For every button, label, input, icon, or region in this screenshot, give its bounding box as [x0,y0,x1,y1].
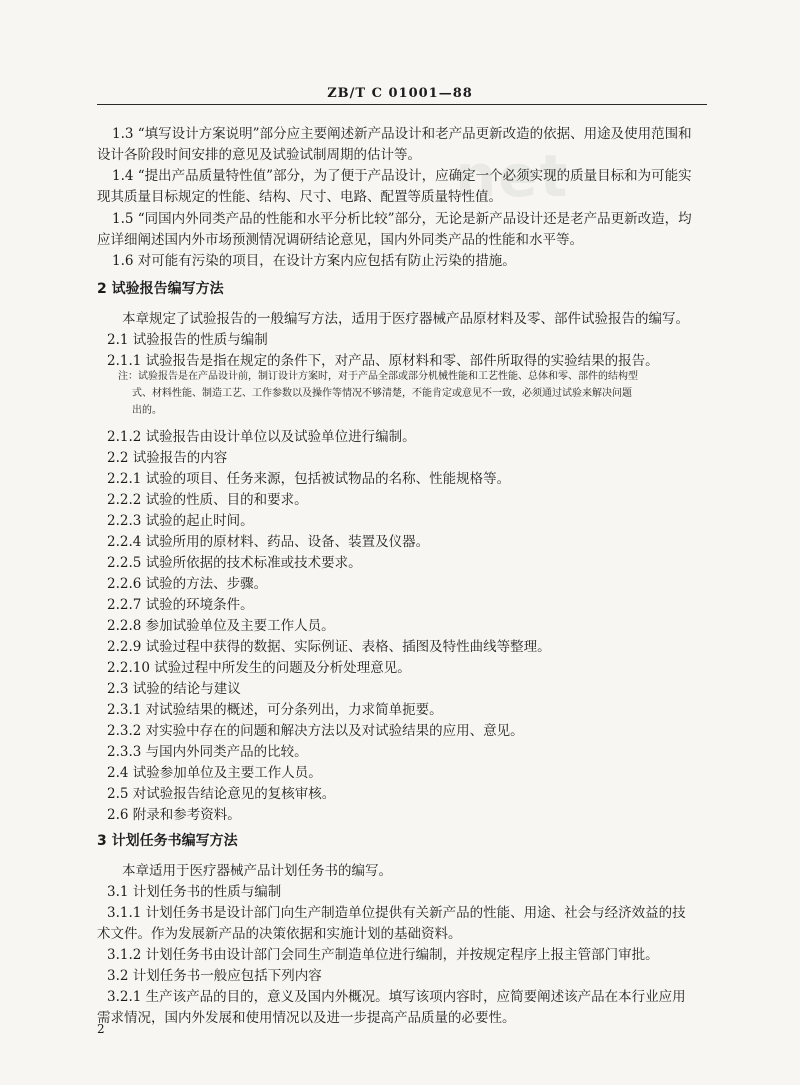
paragraph-line: 1.6 对可能有污染的项目，在设计方案内应包括有防止污染的措施。 [112,253,516,269]
clause-line: 2.2.8 参加试验单位及主要工作人员。 [107,618,335,634]
clause-line: 2.2 试验报告的内容 [107,450,228,466]
note-line: 出的。 [132,405,162,416]
note-line: 注：试验报告是在产品设计前，制订设计方案时，对于产品全部或部分机械性能和工艺性能、总体和零、部件的结构型 [118,371,638,382]
paragraph-line: 需求情况，国内外发展和使用情况以及进一步提高产品质量的必要性。 [97,1010,516,1026]
document-code-header: ZB/T C 01001—88 [327,86,473,101]
clause-line: 2.2.4 试验所用的原材料、药品、设备、装置及仪器。 [107,534,430,550]
paragraph-line: 本章规定了试验报告的一般编写方法，适用于医疗器械产品原材料及零、部件试验报告的编写。 [122,311,689,327]
section-3-heading: 3 计划任务书编写方法 [97,833,238,849]
clause-line: 2.2.2 试验的性质、目的和要求。 [107,492,308,508]
section-2-heading: 2 试验报告编写方法 [97,281,224,297]
header-rule [97,104,707,105]
paragraph-line: 2.1.1 试验报告是指在规定的条件下，对产品、原材料和零、部件所取得的实验结果的报告。 [107,353,659,369]
note-line: 式、材料性能、制造工艺、工作参数以及操作等情况不够清楚，不能肯定或意见不一致，必须通过试验来解决问题 [132,388,632,399]
clause-line: 2.2.7 试验的环境条件。 [107,597,254,613]
paragraph-line: 现其质量目标规定的性能、结构、尺寸、电路、配置等质量特性值。 [97,189,502,205]
clause-line: 2.2.9 试验过程中获得的数据、实际例证、表格、插图及特性曲线等整理。 [107,639,551,655]
clause-line: 2.2.10 试验过程中所发生的问题及分析处理意见。 [107,660,411,676]
paragraph-line: 2.1 试验报告的性质与编制 [107,332,268,348]
page-number: 2 [97,1022,105,1036]
paragraph-line: 1.4 “提出产品质量特性值”部分，为了便于产品设计，应确定一个必须实现的质量目标和为可能实 [112,168,692,184]
clause-line: 2.2.1 试验的项目、任务来源，包括被试物品的名称、性能规格等。 [107,471,511,487]
clause-line: 2.3.3 与国内外同类产品的比较。 [107,744,308,760]
paragraph-line: 1.5 “同国内外同类产品的性能和水平分析比较”部分，无论是新产品设计还是老产品更新改造，均 [112,211,692,227]
watermark: net [455,142,570,210]
clause-line: 2.5 对试验报告结论意见的复核审核。 [107,786,336,802]
clause-line: 2.1.2 试验报告由设计单位以及试验单位进行编制。 [107,429,416,445]
clause-line: 2.3.2 对实验中存在的问题和解决方法以及对试验结果的应用、意见。 [107,723,524,739]
clause-line: 2.2.3 试验的起止时间。 [107,513,254,529]
paragraph-line: 3.2.1 生产该产品的目的，意义及国内外概况。填写该项内容时，应简要阐述该产品在本行业应用 [107,989,686,1005]
paragraph-line: 3.1.1 计划任务书是设计部门向生产制造单位提供有关新产品的性能、用途、社会与经济效益的技 [107,905,686,921]
clause-line: 2.2.5 试验所依据的技术标准或技术要求。 [107,555,362,571]
clause-line: 2.2.6 试验的方法、步骤。 [107,576,268,592]
clause-line: 2.3 试验的结论与建议 [107,681,241,697]
clause-line: 2.4 试验参加单位及主要工作人员。 [107,765,322,781]
paragraph-line: 1.3 “填写设计方案说明”部分应主要阐述新产品设计和老产品更新改造的依据、用途及使用范围和 [112,126,692,142]
paragraph-line: 3.1.2 计划任务书由设计部门会同生产制造单位进行编制，并按规定程序上报主管部门审批。 [107,947,659,963]
paragraph-line: 设计各阶段时间安排的意见及试验试制周期的估计等。 [97,147,421,163]
paragraph-line: 3.1 计划任务书的性质与编制 [107,884,282,900]
paragraph-line: 3.2 计划任务书一般应包括下列内容 [107,968,322,984]
clause-line: 2.3.1 对试验结果的概述，可分条列出，力求简单扼要。 [107,702,443,718]
paragraph-line: 本章适用于医疗器械产品计划任务书的编写。 [122,863,392,879]
paragraph-line: 术文件。作为发展新产品的决策依据和实施计划的基础资料。 [97,926,462,942]
paragraph-line: 应详细阐述国内外市场预测情况调研结论意见，国内外同类产品的性能和水平等。 [97,232,583,248]
clause-line: 2.6 附录和参考资料。 [107,807,241,823]
